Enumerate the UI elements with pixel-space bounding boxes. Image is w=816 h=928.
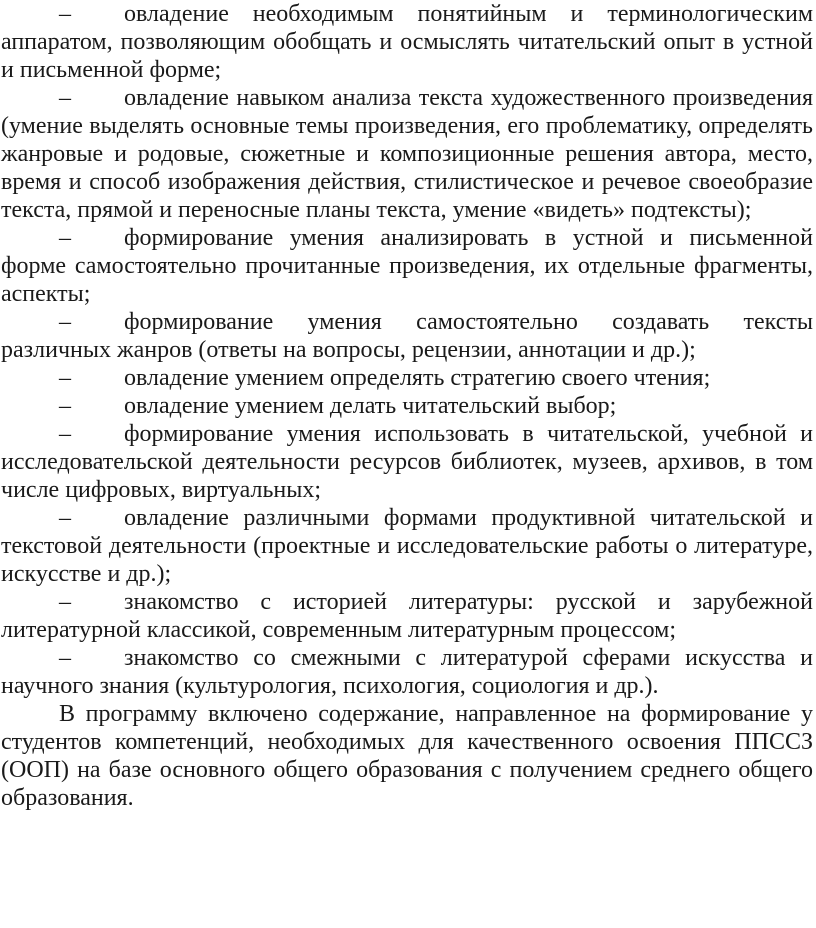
dash-bullet: –	[59, 421, 71, 447]
dash-bullet: –	[59, 365, 71, 391]
list-item	[1, 0, 813, 84]
list-item-text: овладение умением делать читательский выбор;	[124, 393, 617, 419]
list-item	[1, 392, 813, 420]
dash-bullet: –	[59, 1, 71, 27]
dash-bullet: –	[59, 85, 71, 111]
list-item-text: овладение умением определять стратегию своего чтения;	[124, 365, 711, 391]
dash-bullet: –	[59, 589, 71, 615]
list-item-text: формирование умения анализировать в устной и письменной форме самостоятельно прочитанные произведения, их отдельные фрагменты, аспекты;	[1, 225, 813, 307]
list-item-text: знакомство с историей литературы: русской и зарубежной литературной классикой, современным литературным процессом;	[1, 589, 813, 643]
list-item	[1, 420, 813, 504]
list-item-text: овладение различными формами продуктивной читательской и текстовой деятельности (проектные и исследовательские работы о литературе, искусстве и др.);	[1, 505, 813, 587]
list-item	[1, 504, 813, 588]
list-item-text: знакомство со смежными с литературой сферами искусства и научного знания (культурология, психология, социология и др.).	[1, 645, 813, 699]
list-item	[1, 224, 813, 308]
list-item-text: овладение навыком анализа текста художественного произведения (умение выделять основные темы произведения, его проблематику, определять жанровые и родовые, сюжетные и композиционные решения автора, место, время и способ изображения действия, стилистическое и речевое своеобразие текста, прямой и переносные планы текста, умение «видеть» подтексты);	[1, 85, 813, 223]
dash-bullet: –	[59, 225, 71, 251]
list-item	[1, 308, 813, 364]
dash-bullet: –	[59, 645, 71, 671]
list-item-text: овладение необходимым понятийным и терминологическим аппаратом, позволяющим обобщать и осмыслять читательский опыт в устной и письменной форме;	[1, 1, 813, 83]
closing-paragraph: В программу включено содержание, направленное на формирование у студентов компетенций, необходимых для качественного освоения ППССЗ (ООП) на базе основного общего образования с получением среднего общего образования.	[1, 701, 813, 811]
list-item	[1, 364, 813, 392]
dash-bullet: –	[59, 393, 71, 419]
dash-bullet: –	[59, 505, 71, 531]
dash-bullet: –	[59, 309, 71, 335]
list-item	[1, 644, 813, 700]
list-item	[1, 84, 813, 224]
list-item-text: формирование умения самостоятельно создавать тексты различных жанров (ответы на вопросы, рецензии, аннотации и др.);	[1, 309, 813, 363]
list-item	[1, 588, 813, 644]
list-item-text: формирование умения использовать в читательской, учебной и исследовательской деятельности ресурсов библиотек, музеев, архивов, в том числе цифровых, виртуальных;	[1, 421, 813, 503]
